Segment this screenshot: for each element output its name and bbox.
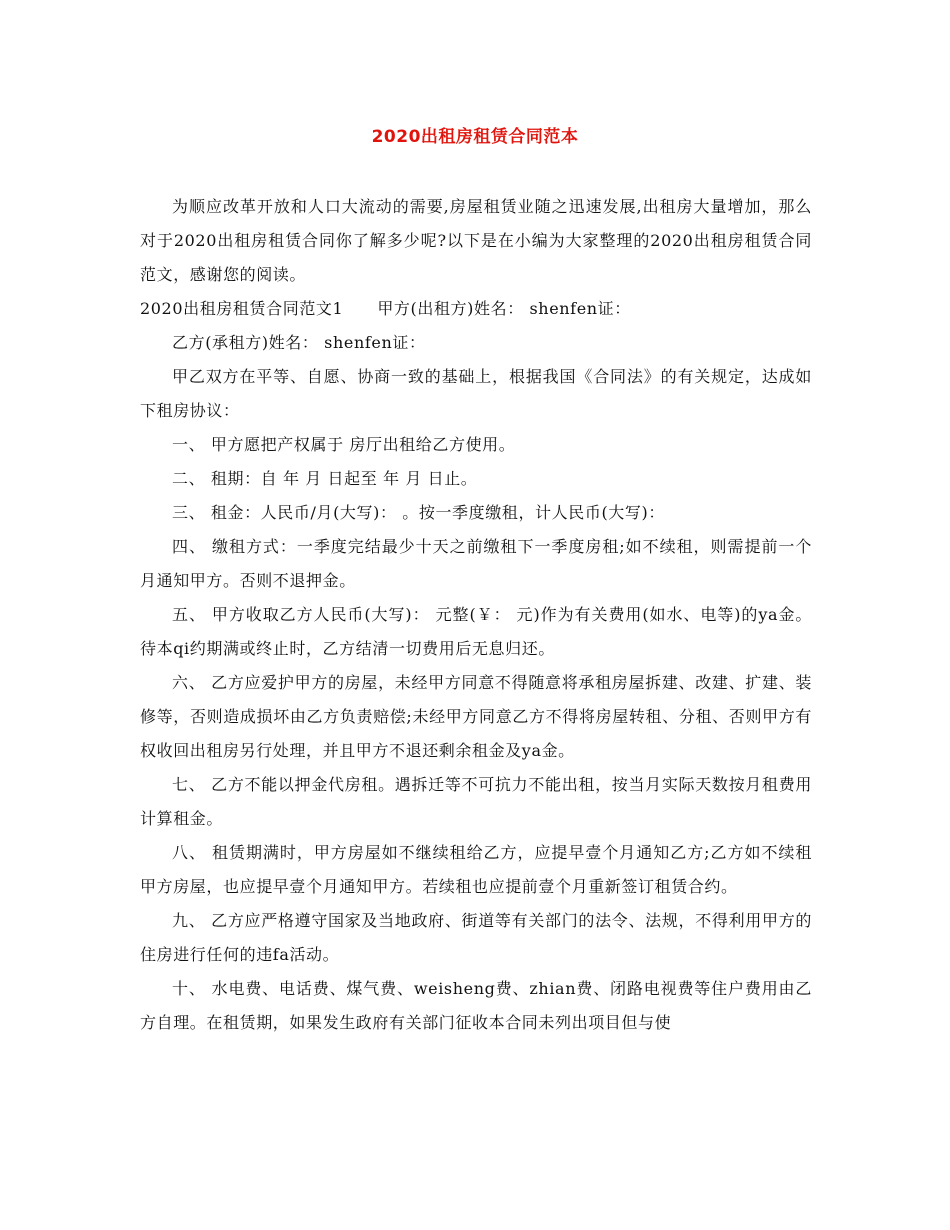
party-b-line: 乙方(承租方)姓名： shenfen证： bbox=[172, 333, 426, 352]
document-body bbox=[140, 190, 812, 1040]
section-heading-line bbox=[140, 292, 812, 326]
preamble-paragraph: 甲乙双方在平等、自愿、协商一致的基础上，根据我国《合同法》的有关规定，达成如下租房协议： bbox=[140, 367, 812, 420]
clause-6: 六、 乙方应爱护甲方的房屋，未经甲方同意不得随意将承租房屋拆建、改建、扩建、装修等，否则造成损坏由乙方负责赔偿;未经甲方同意乙方不得将房屋转租、分租、否则甲方有权收回出租房另行处理，并且甲方不退还剩余租金及ya金。 bbox=[140, 673, 812, 760]
clause-8: 八、 租赁期满时，甲方房屋如不继续租给乙方，应提早壹个月通知乙方;乙方如不续租甲方房屋，也应提早壹个月通知甲方。若续租也应提前壹个月重新签订租赁合约。 bbox=[140, 843, 812, 896]
clause-7: 七、 乙方不能以押金代房租。遇拆迁等不可抗力不能出租，按当月实际天数按月租费用计算租金。 bbox=[140, 775, 812, 828]
clause-9: 九、 乙方应严格遵守国家及当地政府、街道等有关部门的法令、法规，不得利用甲方的住房进行任何的违fa活动。 bbox=[140, 911, 812, 964]
clause-5: 五、 甲方收取乙方人民币(大写)： 元整(￥： 元)作为有关费用(如水、电等)的ya金。待本qi约期满或终止时，乙方结清一切费用后无息归还。 bbox=[140, 605, 812, 658]
document-title: 2020出租房租赁合同范本 bbox=[371, 127, 579, 147]
party-a-line: 甲方(出租方)姓名： shenfen证： bbox=[377, 299, 631, 318]
clause-2: 二、 租期：自 年 月 日起至 年 月 日止。 bbox=[172, 469, 478, 488]
intro-paragraph: 为顺应改革开放和人口大流动的需要,房屋租赁业随之迅速发展,出租房大量增加，那么对于2020出租房租赁合同你了解多少呢?以下是在小编为大家整理的2020出租房租赁合同范文，感谢您的阅读。 bbox=[140, 197, 812, 284]
section-heading: 2020出租房租赁合同范文1 bbox=[140, 299, 344, 318]
clause-3: 三、 租金：人民币/月(大写)： 。按一季度缴租，计人民币(大写)： bbox=[172, 503, 665, 522]
clause-4: 四、 缴租方式：一季度完结最少十天之前缴租下一季度房租;如不续租，则需提前一个月通知甲方。否则不退押金。 bbox=[140, 537, 812, 590]
clause-1: 一、 甲方愿把产权属于 房厅出租给乙方使用。 bbox=[172, 435, 516, 454]
clause-10: 十、 水电费、电话费、煤气费、weisheng费、zhian费、闭路电视费等住户费用由乙方自理。在租赁期，如果发生政府有关部门征收本合同未列出项目但与使 bbox=[140, 979, 812, 1032]
